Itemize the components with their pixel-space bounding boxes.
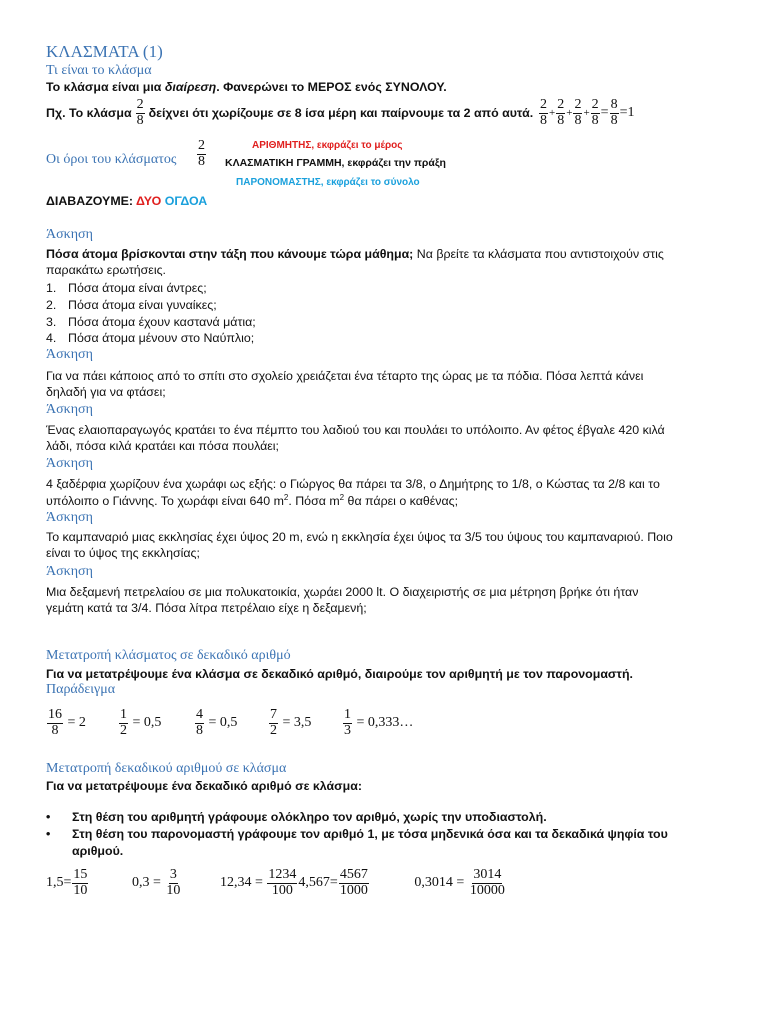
result-one: 1 [627, 105, 635, 120]
decimal-example [342, 708, 413, 738]
exercise-4-line-2 [46, 493, 458, 508]
exercise-heading: Άσκηση [46, 564, 93, 579]
decimal-example [46, 708, 118, 738]
example-denominator: 10 [73, 882, 88, 898]
exercise-heading: Άσκηση [46, 347, 93, 362]
exercise-1-question-rest: Να βρείτε τα κλάσματα που αντιστοιχούν στις [413, 247, 664, 261]
to-decimal-rule: Για να μετατρέψουμε ένα κλάσμα σε δεκαδικό αριθμό, διαιρούμε τον αριθμητή με τον παρονομαστή. [46, 667, 633, 681]
list-item-text: Πόσα άτομα είναι άντρες; [68, 281, 207, 295]
exercise-6-line-2: γεμάτη κατά τα 3/4. Πόσα λίτρα πετρέλαιο είχε η δεξαμενή; [46, 601, 367, 615]
sum-equation [538, 97, 634, 129]
exercise-3-line-1: Ένας ελαιοπαραγωγός κρατάει το ένα πέμπτο του λαδιού του και πουλάει το υπόλοιπο. Αν φέτος έβγαλε 420 κιλά [46, 423, 665, 437]
exercise-1-question [46, 247, 664, 261]
superscript: 2 [283, 493, 289, 502]
exercise-1-question-cont: παρακάτω ερωτήσεις. [46, 263, 166, 277]
exercise-2-line-2: δηλαδή για να φτάσει; [46, 385, 166, 399]
exercise-heading: Άσκηση [46, 402, 93, 417]
decimal-example [194, 708, 268, 738]
terms-fraction-denominator: 8 [198, 153, 205, 169]
to-fraction-heading: Μετατροπή δεκαδικού αριθμού σε κλάσμα [46, 761, 287, 776]
denominator-label: ΠΑΡΟΝΟΜΑΣΤΗΣ, εκφράζει το σύνολο [236, 177, 420, 188]
example-text-b: δείχνει ότι χωρίζουμε σε 8 ίσα μέρη και παίρνουμε τα 2 από αυτά. [148, 106, 534, 120]
sum-term-1 [539, 98, 548, 128]
sum-term-4-n: 2 [591, 96, 599, 112]
example-result: = 2 [67, 715, 86, 731]
example-heading: Παράδειγμα [46, 682, 116, 697]
sum-total-d: 8 [610, 112, 618, 128]
bullet-item [46, 810, 547, 824]
sum-term-1-n: 2 [540, 96, 547, 112]
definition-line [46, 80, 447, 94]
fraction-example [298, 868, 414, 898]
bullet-icon: • [46, 810, 51, 824]
terms-fraction [196, 139, 207, 169]
list-item [46, 297, 256, 314]
list-item-number: 4. [46, 331, 57, 346]
example-denominator: 10000 [469, 882, 505, 898]
sum-term-4 [591, 98, 600, 128]
sum-term-1-d: 8 [540, 112, 547, 128]
equals-sign: = [600, 105, 609, 120]
definition-text-c: . Φανερώνει το ΜΕΡΟΣ ενός ΣΥΝΟΛΟΥ. [216, 80, 447, 94]
list-item [46, 330, 256, 347]
equals-sign: = [63, 875, 72, 891]
sum-term-4-d: 8 [591, 112, 599, 128]
example-decimal: 0,3 [132, 875, 150, 891]
page-title: ΚΛΑΣΜΑΤΑ (1) [46, 42, 163, 61]
example-result: = 3,5 [282, 715, 312, 731]
sum-term-2-n: 2 [557, 96, 565, 112]
example-text-a: Πχ. Το κλάσμα [46, 106, 132, 120]
example-numerator: 15 [73, 867, 88, 882]
read-word-numerator: ΔΥΟ [136, 194, 162, 208]
bullet-item [46, 827, 668, 841]
list-item-text: Πόσα άτομα μένουν στο Ναύπλιο; [68, 331, 255, 346]
example-numerator: 1234 [268, 867, 297, 882]
example-fraction [136, 98, 145, 128]
equals-sign: = [619, 105, 628, 120]
exercise-6-line-1: Μια δεξαμενή πετρελαίου σε μια πολυκατοικία, χωράει 2000 lt. Ο διαχειριστής σε μια μέτρηση βρήκε ότι ήταν [46, 585, 639, 599]
to-decimal-heading: Μετατροπή κλάσματος σε δεκαδικό αριθμό [46, 648, 291, 663]
exercise-4-text-c: θα πάρει ο καθένας; [344, 494, 459, 509]
example-denominator: 2 [120, 722, 127, 738]
list-item-text: Πόσα άτομα έχουν καστανά μάτια; [68, 314, 256, 329]
example-denominator: 3 [344, 722, 351, 738]
plus-sign: + [549, 107, 556, 119]
example-numerator: 7 [270, 707, 277, 722]
example-numerator: 4567 [339, 867, 368, 882]
example-result: = 0,5 [132, 715, 162, 731]
example-decimal: 0,3014 [414, 875, 453, 891]
terms-heading: Οι όροι του κλάσματος [46, 152, 177, 167]
exercise-heading: Άσκηση [46, 510, 93, 525]
fraction-example [132, 868, 220, 898]
exercise-heading: Άσκηση [46, 456, 93, 471]
exercise-4-text-b: . Πόσα m [288, 494, 340, 509]
sum-term-3 [573, 98, 582, 128]
bullet-icon: • [46, 827, 51, 841]
fraction-example [46, 868, 132, 898]
example-denominator: 1000 [339, 882, 368, 898]
fraction-line-label: ΚΛΑΣΜΑΤΙΚΗ ΓΡΑΜΜΗ, εκφράζει την πράξη [225, 157, 446, 169]
example-numerator: 1 [344, 707, 351, 722]
exercise-5-line-1: Το καμπαναριό μιας εκκλησίας έχει ύψος 20 m, ενώ η εκκλησία έχει ύψος τα 3/5 του ύψους του καμπαναριού. Ποιο [46, 530, 673, 544]
exercise-4-line-1: 4 ξαδέρφια χωρίζουν ένα χωράφι ως εξής: ο Γιώργος θα πάρει τα 3/8, ο Δημήτρης το 1/8, ο Κώστας τα 2/8 και το [46, 477, 660, 491]
example-numerator: 16 [48, 707, 62, 722]
sum-term-3-d: 8 [574, 112, 582, 128]
decimal-examples [46, 708, 413, 738]
numerator-label: ΑΡΙΘΜΗΤΗΣ, εκφράζει το μέρος [252, 140, 403, 151]
example-denominator: 100 [271, 882, 293, 898]
read-as-line [46, 194, 207, 208]
fraction-example [414, 868, 506, 898]
example-denominator: 8 [51, 722, 59, 738]
exercise-1-list [46, 280, 256, 347]
exercise-2-line-1: Για να πάει κάποιος από το σπίτι στο σχολείο χρειάζεται ένα τέταρτο της ώρας με τα πόδια. Πόσα λεπτά κάνει [46, 369, 644, 383]
example-line [46, 98, 533, 128]
decimal-example [268, 708, 342, 738]
list-item-number: 1. [46, 281, 57, 295]
sum-total [610, 98, 619, 128]
definition-text-emphasis: διαίρεση [164, 80, 217, 94]
to-fraction-rule: Για να μετατρέψουμε ένα δεκαδικό αριθμό σε κλάσμα: [46, 779, 362, 793]
fraction-examples [46, 868, 507, 898]
exercise-3-line-2: λάδι, πόσα κιλά κρατάει και πόσα πουλάει; [46, 439, 279, 453]
example-result: = 0,5 [208, 715, 238, 731]
sum-total-n: 8 [610, 96, 618, 112]
example-fraction-denominator: 8 [136, 112, 144, 128]
terms-fraction-numerator: 2 [198, 138, 205, 153]
decimal-example [118, 708, 194, 738]
read-as-label: ΔΙΑΒΑΖΟΥΜΕ: [46, 194, 137, 208]
example-denominator: 10 [166, 882, 181, 898]
sum-term-2-d: 8 [557, 112, 565, 128]
equals-sign: = [452, 875, 468, 891]
example-numerator: 1 [120, 707, 127, 722]
superscript: 2 [339, 493, 345, 502]
equals-sign: = [149, 875, 165, 891]
plus-sign: + [583, 107, 590, 119]
read-word-denominator: ΟΓΔΟΑ [164, 194, 208, 208]
example-decimal: 4,567 [298, 875, 330, 891]
example-numerator: 3 [169, 867, 177, 882]
exercise-heading: Άσκηση [46, 227, 93, 242]
equals-sign: = [329, 875, 338, 891]
exercise-5-line-2: είναι το ύψος της εκκλησίας; [46, 546, 200, 560]
definition-text-a: Το κλάσμα είναι μια [46, 80, 165, 94]
plus-sign: + [566, 107, 573, 119]
sum-term-3-n: 2 [574, 96, 582, 112]
exercise-4-text-a: υπόλοιπο ο Γιάννης. Το χωράφι είναι 640 m [46, 494, 284, 509]
example-numerator: 4 [196, 707, 203, 722]
exercise-1-question-main: Πόσα άτομα βρίσκονται στην τάξη που κάνουμε τώρα μάθημα; [46, 247, 414, 261]
bullet-text: Στη θέση του παρονομαστή γράφουμε τον αριθμό 1, με τόσα μηδενικά όσα και τα δεκαδικά ψηφία του [72, 827, 668, 841]
example-numerator: 3014 [473, 867, 502, 882]
example-fraction-numerator: 2 [136, 96, 144, 112]
list-item [46, 314, 256, 331]
sum-term-2 [556, 98, 565, 128]
example-result: = 0,333… [356, 715, 414, 731]
example-denominator: 2 [270, 722, 277, 738]
example-decimal: 12,34 [220, 875, 252, 891]
bullet-text: Στη θέση του αριθμητή γράφουμε ολόκληρο τον αριθμό, χωρίς την υποδιαστολή. [72, 810, 547, 824]
list-item [46, 280, 256, 297]
list-item-text: Πόσα άτομα είναι γυναίκες; [68, 297, 217, 312]
example-decimal: 1,5 [46, 875, 64, 891]
example-denominator: 8 [196, 722, 203, 738]
bullet-text-cont: αριθμού. [72, 844, 124, 858]
list-item-number: 3. [46, 314, 57, 329]
equals-sign: = [251, 875, 267, 891]
what-is-heading: Τι είναι το κλάσμα [46, 63, 152, 78]
fraction-example [220, 868, 298, 898]
list-item-number: 2. [46, 297, 57, 312]
